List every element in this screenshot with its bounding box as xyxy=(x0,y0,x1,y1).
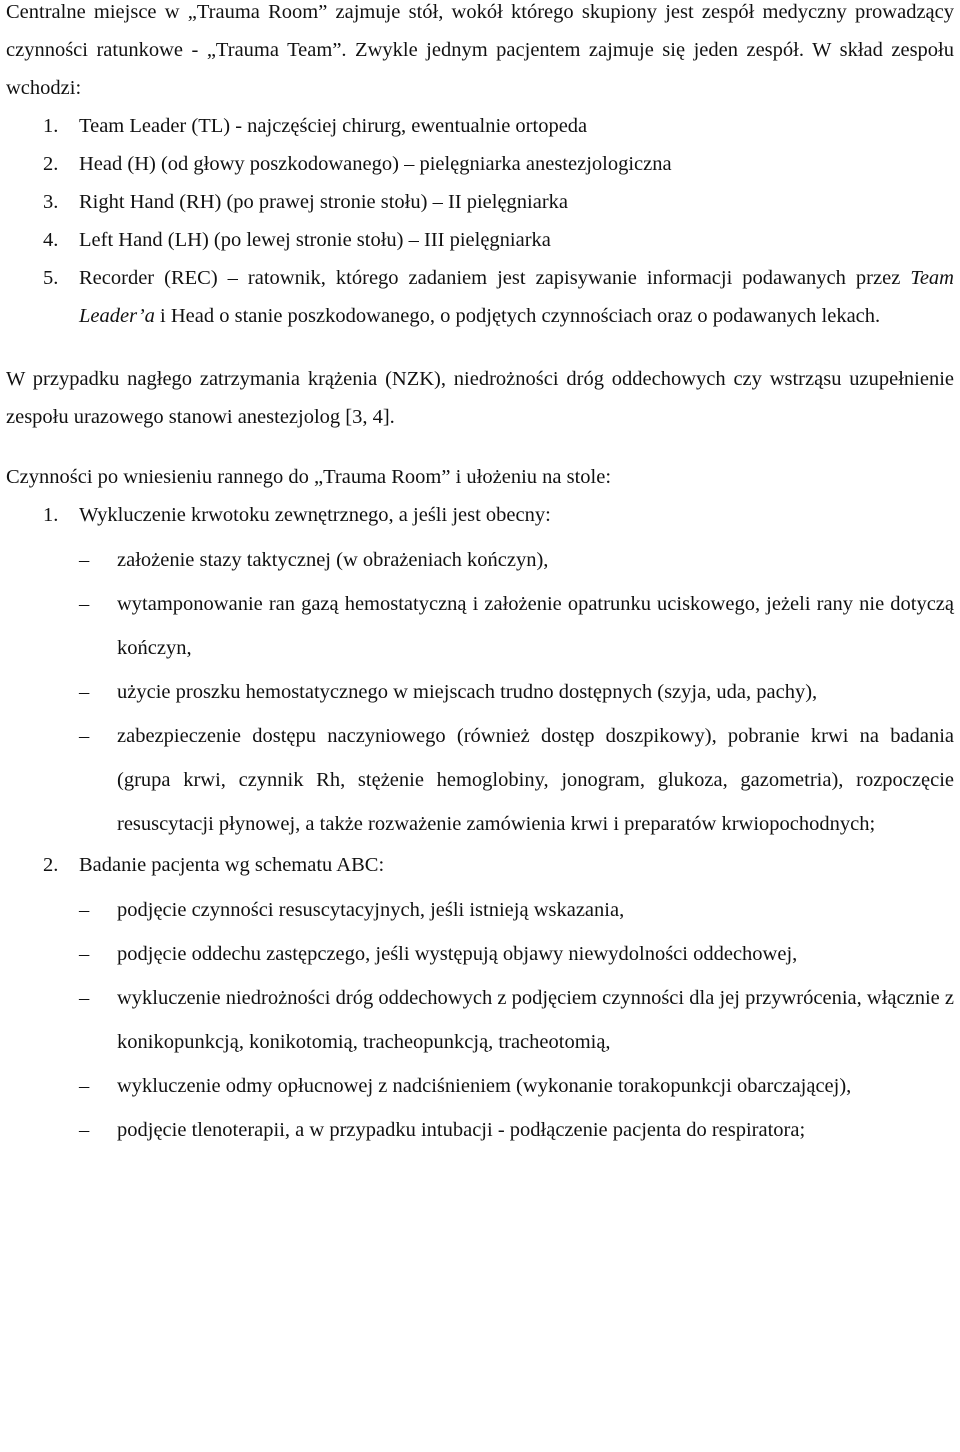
sublist-item xyxy=(6,1064,954,1108)
item-number: 3. xyxy=(43,191,59,213)
sublist-item-text: zabezpieczenie dostępu naczyniowego (również dostęp doszpikowy), pobranie krwi na badania (grupa krwi, czynnik Rh, stężenie hemoglobiny, jonogram, glukoza, gazometria), rozpoczęcie resuscytacji płynowej, a także rozważenie zamówienia krwi i preparatów krwiopochodnych; xyxy=(117,725,954,835)
item-number: 2. xyxy=(43,153,59,175)
step-title xyxy=(6,496,954,534)
step-number: 1. xyxy=(43,504,59,526)
sublist-item-text: wytamponowanie ran gazą hemostatyczną i założenie opatrunku uciskowego, jeżeli rany nie dotyczą kończyn, xyxy=(117,593,954,659)
step-block xyxy=(6,846,954,1152)
item-number: 1. xyxy=(43,115,59,137)
team-item xyxy=(6,221,954,259)
dash-bullet: – xyxy=(79,987,90,1009)
dash-bullet: – xyxy=(79,593,90,615)
dash-bullet: – xyxy=(79,725,90,747)
sublist-item xyxy=(6,670,954,714)
item-text: Head (H) (od głowy poszkodowanego) – pielęgniarka anestezjologiczna xyxy=(79,153,672,175)
team-item xyxy=(6,259,954,335)
team-item xyxy=(6,145,954,183)
sublist-item xyxy=(6,1108,954,1152)
sublist-item xyxy=(6,976,954,1064)
procedures-heading: Czynności po wniesieniu rannego do „Trauma Room” i ułożeniu na stole: xyxy=(6,466,612,488)
dash-bullet: – xyxy=(79,1119,90,1141)
nzk-paragraph: W przypadku nagłego zatrzymania krążenia (NZK), niedrożności dróg oddechowych czy wstrząsu uzupełnienie zespołu urazowego stanowi anestezjolog [3, 4]. xyxy=(6,368,954,428)
sublist-item xyxy=(6,714,954,846)
step-sublist xyxy=(6,888,954,1152)
sublist-item-text: wykluczenie niedrożności dróg oddechowych z podjęciem czynności dla jej przywrócenia, włącznie z konikopunkcją, konikotomią, tracheopunkcją, tracheotomią, xyxy=(117,987,954,1053)
sublist-item xyxy=(6,932,954,976)
item-text-emphasis: Team Leader’a xyxy=(79,267,954,327)
item-number: 4. xyxy=(43,229,59,251)
step-block xyxy=(6,496,954,846)
dash-bullet: – xyxy=(79,681,90,703)
step-title xyxy=(6,846,954,884)
sublist-item-text: wykluczenie odmy opłucnowej z nadciśnieniem (wykonanie torakopunkcji obarczającej), xyxy=(117,1075,852,1097)
step-title-text: Wykluczenie krwotoku zewnętrznego, a jeśli jest obecny: xyxy=(79,504,551,526)
team-item xyxy=(6,107,954,145)
sublist-item-text: podjęcie czynności resuscytacyjnych, jeśli istnieją wskazania, xyxy=(117,899,625,921)
step-title-text: Badanie pacjenta wg schematu ABC: xyxy=(79,854,385,876)
sublist-item-text: podjęcie oddechu zastępczego, jeśli występują objawy niewydolności oddechowej, xyxy=(117,943,798,965)
sublist-item xyxy=(6,582,954,670)
step-number: 2. xyxy=(43,854,59,876)
sublist-item xyxy=(6,888,954,932)
item-text: Left Hand (LH) (po lewej stronie stołu) – III pielęgniarka xyxy=(79,229,551,251)
dash-bullet: – xyxy=(79,899,90,921)
team-list xyxy=(6,107,954,335)
dash-bullet: – xyxy=(79,549,90,571)
team-item xyxy=(6,183,954,221)
item-number: 5. xyxy=(43,267,59,289)
intro-paragraph: Centralne miejsce w „Trauma Room” zajmuje stół, wokół którego skupiony jest zespół medyczny prowadzący czynności ratunkowe - „Trauma Team”. Zwykle jednym pacjentem zajmuje się jeden zespół. W skład zespołu wchodzi: xyxy=(6,1,954,99)
sublist-item-text: użycie proszku hemostatycznego w miejscach trudno dostępnych (szyja, uda, pachy), xyxy=(117,681,818,703)
item-text-part: i Head o stanie poszkodowanego, o podjętych czynnościach oraz o podawanych lekach. xyxy=(154,305,881,327)
item-text: Right Hand (RH) (po prawej stronie stołu) – II pielęgniarka xyxy=(79,191,569,213)
item-text: Team Leader (TL) - najczęściej chirurg, ewentualnie ortopeda xyxy=(79,115,588,137)
item-text-part: Recorder (REC) – ratownik, którego zadaniem jest zapisywanie informacji podawanych przez xyxy=(79,267,911,289)
dash-bullet: – xyxy=(79,943,90,965)
step-sublist xyxy=(6,538,954,846)
dash-bullet: – xyxy=(79,1075,90,1097)
sublist-item-text: założenie stazy taktycznej (w obrażeniach kończyn), xyxy=(117,549,549,571)
sublist-item xyxy=(6,538,954,582)
sublist-item-text: podjęcie tlenoterapii, a w przypadku intubacji - podłączenie pacjenta do respiratora; xyxy=(117,1119,806,1141)
